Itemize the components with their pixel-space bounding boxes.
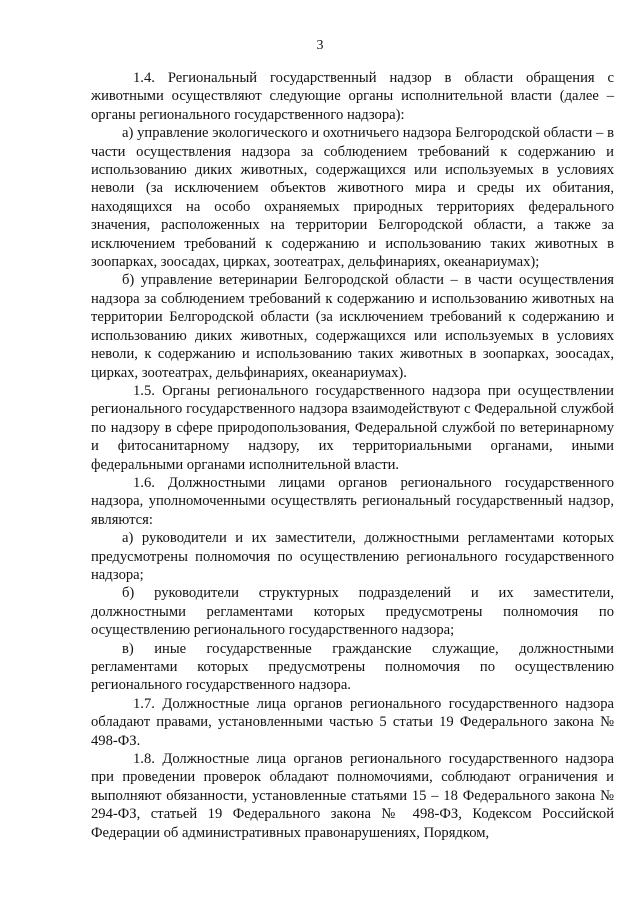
paragraph-1-6: 1.6. Должностными лицами органов регионального государственного надзора, уполномоченными осуществлять региональный государственный надзор, являются: (91, 474, 614, 528)
document-body (91, 69, 614, 842)
paragraph-1-4-a: а) управление экологического и охотничьего надзора Белгородской области – в части осуществления надзора за соблюдением требований к содержанию и использованию диких животных, содержащихся или используемых в условиях неволи (за исключением объектов животного мира и среды их обитания, находящихся на особо охраняемых природных территориях федерального значения, расположенных на территории Белгородской области, а также за исключением требований к содержанию и использованию таких животных в зоопарках, зоосадах, цирках, зоотеатрах, дельфинариях, океанариумах); (91, 125, 614, 271)
paragraph-1-8: 1.8. Должностные лица органов регионального государственного надзора при проведении проверок обладают полномочиями, соблюдают ограничения и выполняют обязанности, установленные статьями 15 – 18 Федерального закона № 294-ФЗ, статьей 19 Федерального закона № 498-ФЗ, Кодексом Российской Федерации об административных правонарушениях, Порядком, (91, 751, 614, 841)
paragraph-1-6-a: а) руководители и их заместители, должностными регламентами которых предусмотрены полномочия по осуществлению регионального государственного надзора; (91, 530, 614, 583)
page-number: 3 (316, 38, 324, 53)
paragraph-1-7: 1.7. Должностные лица органов регионального государственного надзора обладают правами, установленными частью 5 статьи 19 Федерального закона № 498-ФЗ. (91, 695, 614, 749)
paragraph-1-4-b: б) управление ветеринарии Белгородской области – в части осуществления надзора за соблюдением требований к содержанию и использованию животных на территории Белгородской области (за исключением требований к содержанию и использованию диких животных, содержащихся или используемых в условиях неволи, к содержанию и использованию таких животных в зоопарках, зоосадах, цирках, зоотеатрах, дельфинариях, океанариумах). (91, 272, 614, 381)
paragraph-1-4: 1.4. Региональный государственный надзор в области обращения с животными осуществляют следующие органы исполнительной власти (далее – органы регионального государственного надзора): (91, 70, 614, 123)
paragraph-1-5: 1.5. Органы регионального государственного надзора при осуществлении регионального государственного надзора взаимодействуют с Федеральной службой по надзору в сфере природопользования, Федеральной службой по ветеринарному и фитосанитарному надзору, их территориальными органами, иными федеральными органами исполнительной власти. (91, 382, 614, 473)
paragraph-1-6-b: б) руководители структурных подразделений и их заместители, должностными регламентами которых предусмотрены полномочия по осуществлению регионального государственного надзора; (91, 585, 614, 639)
paragraph-1-6-c: в) иные государственные гражданские служащие, должностными регламентами которых предусмотрены полномочия по осуществлению регионального государственного надзора. (91, 640, 614, 694)
